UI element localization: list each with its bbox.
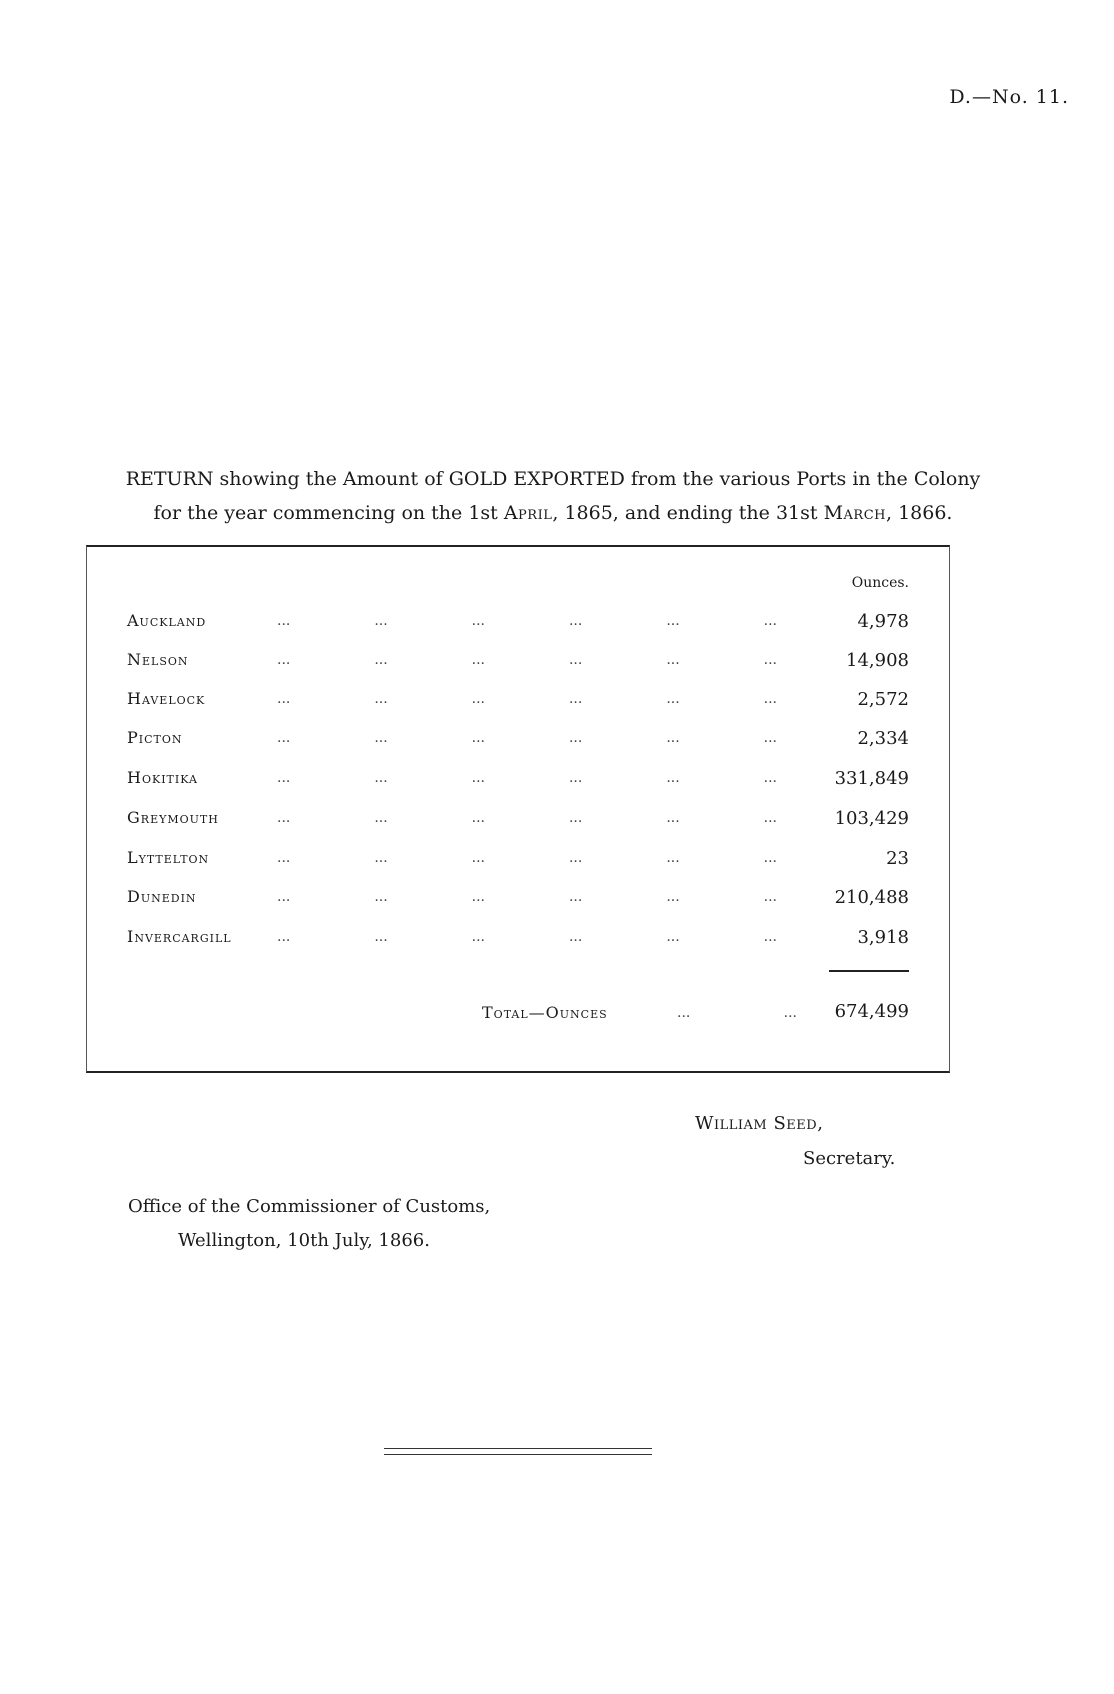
ounces-value: 331,849 xyxy=(834,768,909,789)
office-line-2: Wellington, 10th July, 1866. xyxy=(178,1230,430,1251)
table-row xyxy=(127,887,909,917)
document-reference: D.—No. 11. xyxy=(949,86,1069,108)
port-name: Greymouth xyxy=(127,808,219,827)
ounces-value: 23 xyxy=(886,848,909,869)
ounces-value: 2,572 xyxy=(857,689,909,710)
table-row xyxy=(127,728,909,758)
port-name: Hokitika xyxy=(127,768,198,787)
title-line-2-suffix: , 1866. xyxy=(885,502,953,524)
table-row xyxy=(127,611,909,641)
table-row xyxy=(127,650,909,680)
total-value: 674,499 xyxy=(834,1001,909,1022)
port-name: Auckland xyxy=(127,611,207,630)
ounces-value: 14,908 xyxy=(846,650,909,671)
ounces-value: 103,429 xyxy=(834,808,909,829)
ounces-value: 210,488 xyxy=(834,887,909,908)
table-row xyxy=(127,848,909,878)
title-month-end: March xyxy=(823,502,886,524)
dot-leader: ... ... ... ... ... ... xyxy=(277,613,777,629)
port-name: Dunedin xyxy=(127,887,197,906)
port-name: Lyttelton xyxy=(127,848,210,867)
dot-leader: ... ... ... ... ... ... xyxy=(277,850,777,866)
end-rule xyxy=(384,1448,652,1455)
title-line-2-middle: , 1865, and ending the 31st xyxy=(552,502,824,524)
dot-leader: ... ... ... ... ... ... xyxy=(277,810,777,826)
title-line-2 xyxy=(88,496,1018,530)
gold-export-table xyxy=(86,545,950,1073)
ounces-value: 3,918 xyxy=(857,927,909,948)
table-row xyxy=(127,927,909,957)
total-label: Total—Ounces xyxy=(482,1003,608,1022)
title-line-1: RETURN showing the Amount of GOLD EXPORTED from the various Ports in the Colony xyxy=(125,468,981,490)
table-row xyxy=(127,689,909,719)
port-name: Nelson xyxy=(127,650,189,669)
dot-leader: ... ... ... ... ... ... xyxy=(277,770,777,786)
table-row xyxy=(127,768,909,798)
port-name: Havelock xyxy=(127,689,206,708)
signatory-title: Secretary. xyxy=(803,1148,896,1169)
port-name: Invercargill xyxy=(127,927,232,946)
office-line-1: Office of the Commissioner of Customs, xyxy=(128,1196,491,1217)
units-header: Ounces. xyxy=(851,575,909,591)
dot-leader: ... ... ... ... ... ... xyxy=(277,691,777,707)
signatory-name: William Seed, xyxy=(695,1113,824,1134)
ounces-value: 2,334 xyxy=(857,728,909,749)
dot-leader: ... ... ... ... ... ... xyxy=(277,889,777,905)
title-line-2-prefix: for the year commencing on the 1st xyxy=(153,502,504,524)
dot-leader: ... ... xyxy=(677,1005,797,1021)
dot-leader: ... ... ... ... ... ... xyxy=(277,730,777,746)
dot-leader: ... ... ... ... ... ... xyxy=(277,929,777,945)
return-title xyxy=(88,462,1018,530)
port-name: Picton xyxy=(127,728,183,747)
title-month-start: April xyxy=(503,502,553,524)
sum-rule xyxy=(829,970,909,972)
table-row xyxy=(127,808,909,838)
ounces-value: 4,978 xyxy=(857,611,909,632)
dot-leader: ... ... ... ... ... ... xyxy=(277,652,777,668)
